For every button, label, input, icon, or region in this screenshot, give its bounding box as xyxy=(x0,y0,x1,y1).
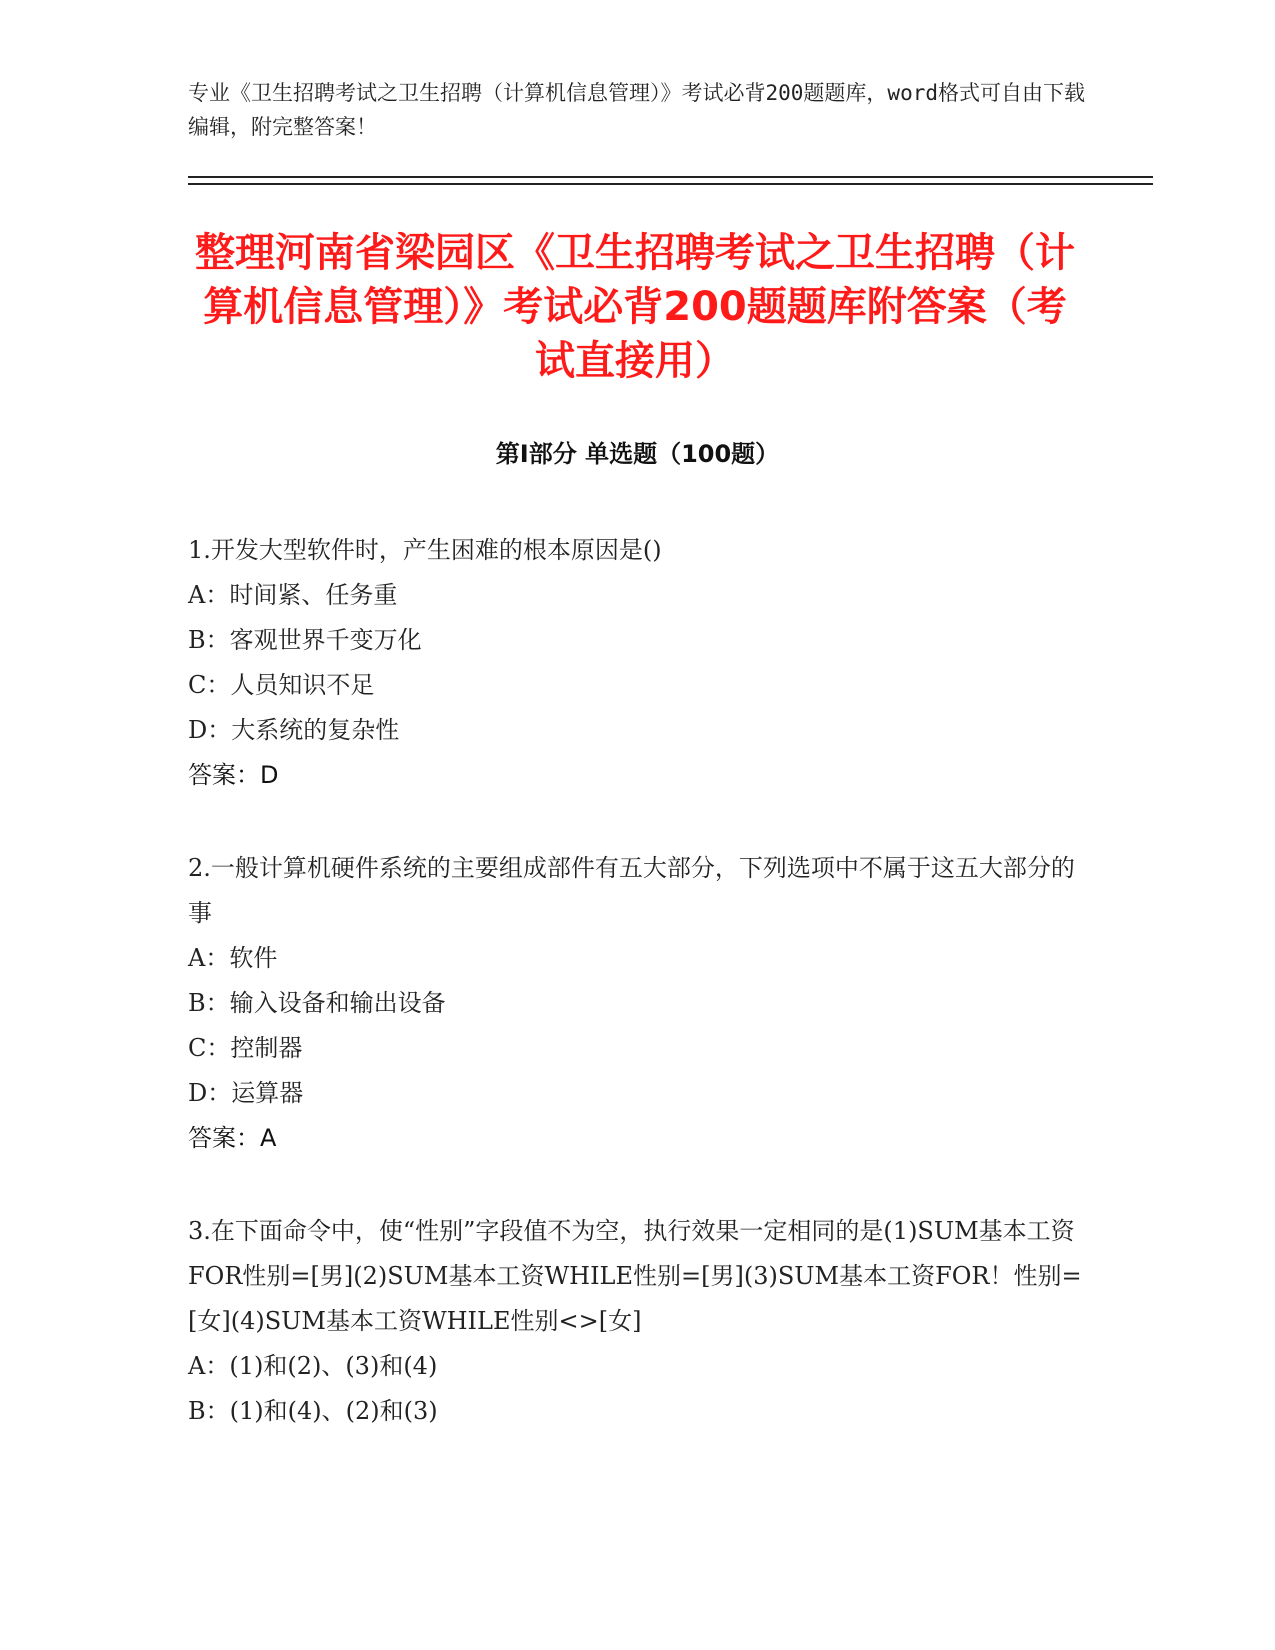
question-1-option-d: D：大系统的复杂性 xyxy=(188,716,400,744)
question-2-option-a: A：软件 xyxy=(188,944,278,972)
header-rule-top xyxy=(188,176,1153,178)
question-2-option-d: D：运算器 xyxy=(188,1079,304,1107)
question-1 xyxy=(188,528,1088,798)
document-title: 整理河南省梁园区《卫生招聘考试之卫生招聘（计算机信息管理）》考试必背200题题库附答案（考试直接用） xyxy=(195,230,1075,384)
question-1-option-c: C：人员知识不足 xyxy=(188,671,375,699)
question-3-option-a: A：(1)和(2)、(3)和(4) xyxy=(188,1352,438,1380)
header-rule-bottom xyxy=(188,183,1153,185)
question-1-option-a: A：时间紧、任务重 xyxy=(188,581,398,609)
question-1-answer: 答案：D xyxy=(188,761,279,789)
question-2-answer: 答案：A xyxy=(188,1124,277,1152)
question-1-text: 1.开发大型软件时，产生困难的根本原因是() xyxy=(188,536,662,564)
question-2-option-b: B：输入设备和输出设备 xyxy=(188,989,446,1017)
section-title: 第Ⅰ部分 单选题（100题） xyxy=(495,440,780,468)
question-3-option-b: B：(1)和(4)、(2)和(3) xyxy=(188,1397,438,1425)
header-note: 专业《卫生招聘考试之卫生招聘（计算机信息管理）》考试必背200题题库，word格式可自由下载编辑，附完整答案！ xyxy=(188,81,1085,139)
question-3 xyxy=(188,1209,1088,1434)
question-1-option-b: B：客观世界千变万化 xyxy=(188,626,422,654)
question-2-text: 2.一般计算机硬件系统的主要组成部件有五大部分，下列选项中不属于这五大部分的事 xyxy=(188,854,1075,927)
question-2-option-c: C：控制器 xyxy=(188,1034,303,1062)
question-2 xyxy=(188,846,1088,1161)
question-3-text: 3.在下面命令中，使“性别”字段值不为空，执行效果一定相同的是(1)SUM基本工资FOR性别=[男](2)SUM基本工资WHILE性别=[男](3)SUM基本工资FOR！性别=[女](4)SUM基本工资WHILE性别<>[女] xyxy=(188,1217,1082,1335)
